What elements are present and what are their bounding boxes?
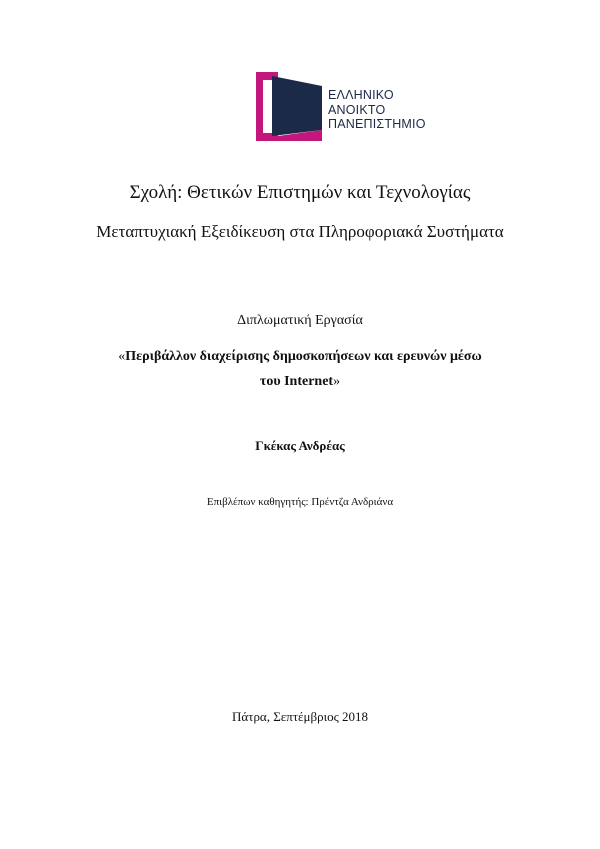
place-date: Πάτρα, Σεπτέμβριος 2018 [232,709,368,724]
author-name: Γκέκας Ανδρέας [255,438,345,453]
title-line-1-text: Περιβάλλον διαχείρισης δημοσκοπήσεων και ερευνών μέσω [125,349,482,364]
thesis-title-line-1 [0,349,600,365]
program-name: Μεταπτυχιακή Εξειδίκευση στα Πληροφοριακά Συστήματα [96,222,504,241]
logo-wordmark [328,88,426,132]
university-logo-icon [250,70,326,145]
thesis-type: Διπλωματική Εργασία [237,313,363,328]
title-open-quote: « [118,349,126,364]
logo-line-1: ΕΛΛΗΝΙΚΟ [328,88,394,102]
title-close-quote: » [333,374,341,389]
logo-line-3: ΠΑΝΕΠΙΣΤΗΜΙΟ [328,117,426,131]
university-logo [250,70,450,145]
logo-line-2: ΑΝΟΙΚΤΟ [328,102,386,117]
thesis-title-line-2 [0,374,600,390]
supervisor: Επιβλέπων καθηγητής: Πρέντζα Ανδριάνα [206,496,394,508]
title-line-2-text: του Internet [259,374,334,389]
school-name: Σχολή: Θετικών Επιστημών και Τεχνολογίας [129,182,471,203]
